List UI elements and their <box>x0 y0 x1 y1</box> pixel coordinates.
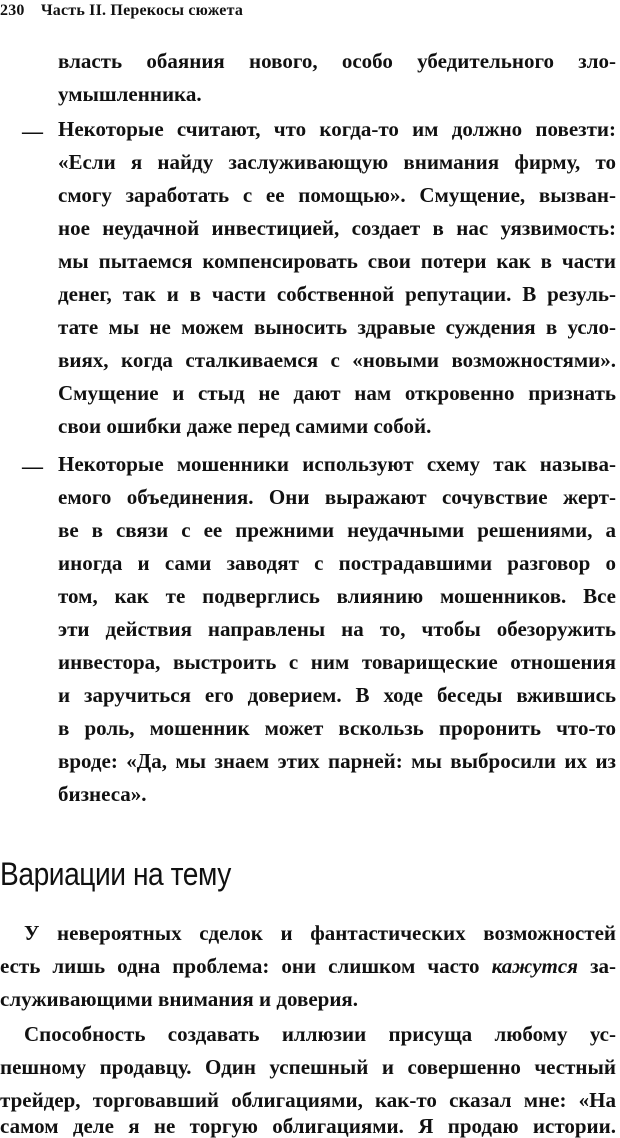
section-heading: Вариации на тему <box>0 856 231 892</box>
bullet-line: бизнеса». <box>58 782 147 806</box>
paragraph-line <box>0 956 616 977</box>
paragraph-line: служивающими внимания и доверия. <box>0 987 359 1011</box>
bullet-line: в роль, мошенник может вскользь проронить что-то <box>58 716 616 740</box>
paragraph-line: Способность создавать иллюзии присуща любому ус- <box>24 1022 616 1046</box>
bullet-line: тате мы не можем выносить здравые суждения в усло- <box>58 315 616 339</box>
bullet-line: том, как те подверглись влиянию мошенников. Все <box>58 584 616 608</box>
bullet-line: Смущение и стыд не дают нам откровенно признать <box>58 381 616 405</box>
bullet-line: мы пытаемся компенсировать свои потери как в части <box>58 249 616 273</box>
running-header <box>0 2 243 20</box>
bullet-line: Некоторые считают, что когда-то им должно повезти: <box>58 117 616 141</box>
emphasis-word: кажутся <box>491 954 579 978</box>
paragraph-line: самом деле я не торгую облигациями. Я продаю истории. <box>0 1114 616 1138</box>
continued-line: умышленника. <box>58 82 202 106</box>
bullet-line: смогу заработать с ее помощью». Смущение, вызван- <box>58 183 616 207</box>
continued-line: власть обаяния нового, особо убедительного зло- <box>58 49 616 73</box>
paragraph-line: У невероятных сделок и фантастических возможностей <box>24 921 616 945</box>
bullet-line: денег, так и в части собственной репутации. В резуль- <box>58 282 616 306</box>
bullet-line: Некоторые мошенники используют схему так называ- <box>58 452 616 476</box>
bullet-line: виях, когда сталкиваемся с «новыми возможностями». <box>58 348 616 372</box>
text-run: есть лишь одна проблема: они слишком часто <box>0 954 492 978</box>
bullet-line: «Если я найду заслуживающую внимания фирму, то <box>58 150 616 174</box>
bullet-line: емого объединения. Они выражают сочувствие жерт- <box>58 485 616 509</box>
bullet-line: и заручиться его доверием. В ходе беседы вжившись <box>58 683 616 707</box>
running-title: Часть II. Перекосы сюжета <box>40 2 244 19</box>
bullet-line: ное неудачной инвестицией, создает в нас уязвимость: <box>58 216 616 240</box>
bullet-line: ве в связи с ее прежними неудачными решениями, а <box>58 518 616 542</box>
bullet-line: вроде: «Да, мы знаем этих парней: мы выбросили их из <box>58 749 616 773</box>
paragraph-line: трейдер, торговавший облигациями, как-то сказал мне: «На <box>0 1088 616 1112</box>
bullet-line: свои ошибки даже перед самими собой. <box>58 414 432 438</box>
paragraph-line: пешному продавцу. Один успешный и совершенно честный <box>0 1055 616 1079</box>
bullet-line: эти действия направлены на то, чтобы обезоружить <box>58 617 616 641</box>
bullet-line: инвестора, выстроить с ним товарищеские отношения <box>58 650 616 674</box>
text-run: за- <box>578 954 616 978</box>
page-number: 230 <box>0 2 25 19</box>
bullet-line: иногда и сами заводят с пострадавшими разговор о <box>58 551 616 575</box>
bullet-dash: — <box>22 119 43 143</box>
bullet-dash: — <box>22 454 43 478</box>
